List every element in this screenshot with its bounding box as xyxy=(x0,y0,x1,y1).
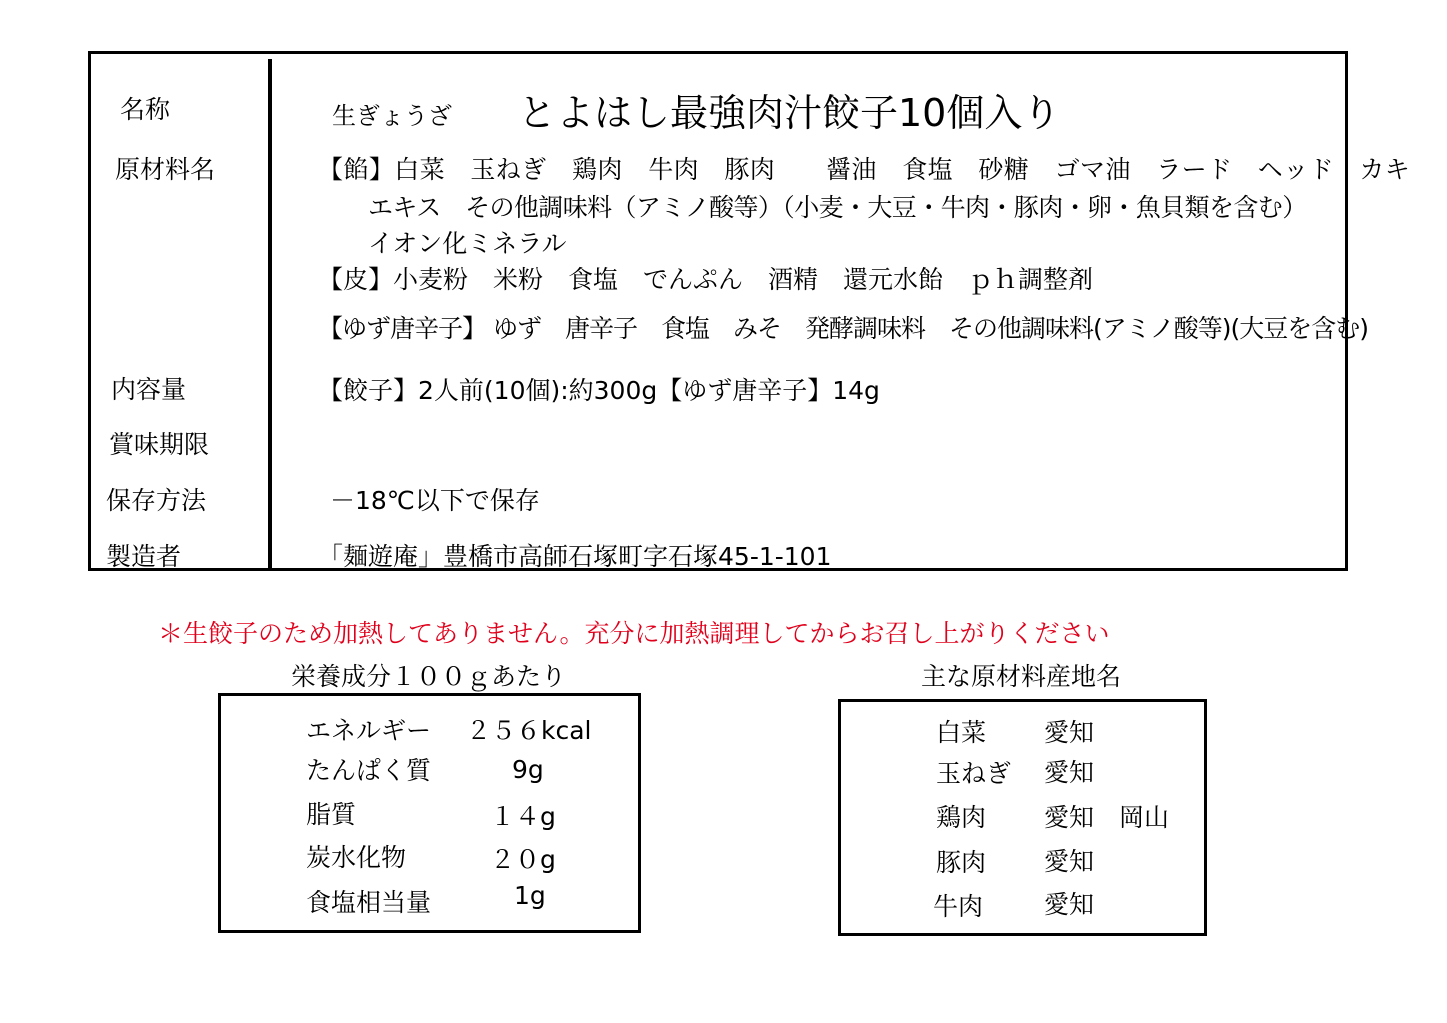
nutrition-row-value: ２０g xyxy=(490,845,556,874)
maker-value: 「麺遊庵」豊橋市高師石塚町字石塚45-1-101 xyxy=(318,542,832,571)
origin-row-name: 白菜 xyxy=(936,718,987,747)
ingredients-filling-line-3: イオン化ミネラル xyxy=(368,229,567,258)
ingredients-yuzu-line: 【ゆず唐辛子】 ゆず 唐辛子 食塩 みそ 発酵調味料 その他調味料(アミノ酸等)(大豆を含む) xyxy=(318,314,1368,343)
origin-row-name: 牛肉 xyxy=(933,892,984,921)
ingredients-filling-line-2: エキス その他調味料（アミノ酸等）（小麦・大豆・牛肉・豚肉・卵・魚貝類を含む） xyxy=(368,193,1307,222)
origin-title: 主な原材料産地名 xyxy=(921,662,1122,691)
nutrition-row-name: 脂質 xyxy=(306,800,357,829)
nutrition-row-value: 1g xyxy=(514,881,546,910)
name-label: 名称 xyxy=(120,95,171,124)
origin-row-value: 愛知 xyxy=(1044,847,1095,876)
ingredients-skin-line: 【皮】小麦粉 米粉 食塩 でんぷん 酒精 還元水飴 ｐｈ調整剤 xyxy=(318,265,1094,294)
origin-row-name: 豚肉 xyxy=(936,848,987,877)
nutrition-row-value: 9g xyxy=(512,755,544,784)
ingredients-filling-line-1: 【餡】白菜 玉ねぎ 鶏肉 牛肉 豚肉 醤油 食塩 砂糖 ゴマ油 ラード ヘッド カキ xyxy=(318,155,1411,184)
nutrition-row-name: エネルギー xyxy=(306,716,432,745)
nutrition-row-name: 食塩相当量 xyxy=(306,888,432,917)
cooking-warning: ＊生餃子のため加熱してありません。充分に加熱調理してからお召し上がりください xyxy=(158,619,1110,648)
origin-row-value: 愛知 xyxy=(1044,890,1095,919)
origin-row-value: 愛知 xyxy=(1044,718,1095,747)
maker-label: 製造者 xyxy=(106,542,182,571)
nutrition-title: 栄養成分１００ｇあたり xyxy=(291,662,567,691)
product-type: 生ぎょうざ xyxy=(332,102,452,130)
expiry-label: 賞味期限 xyxy=(109,430,210,459)
origin-row-value: 愛知 岡山 xyxy=(1044,803,1170,832)
nutrition-row-value: ２５６kcal xyxy=(466,716,592,745)
label-column-divider xyxy=(268,59,272,571)
content-value: 【餃子】2人前(10個):約300g【ゆず唐辛子】14g xyxy=(318,376,880,405)
origin-row-name: 玉ねぎ xyxy=(936,759,1012,788)
product-name: とよはし最強肉汁餃子10個入り xyxy=(518,91,1061,135)
storage-value: －18℃以下で保存 xyxy=(330,486,540,515)
content-label: 内容量 xyxy=(111,375,187,404)
nutrition-row-value: １４g xyxy=(490,802,556,831)
nutrition-row-name: 炭水化物 xyxy=(306,843,407,872)
ingredients-label: 原材料名 xyxy=(115,155,216,184)
origin-row-name: 鶏肉 xyxy=(936,803,987,832)
storage-label: 保存方法 xyxy=(106,486,207,515)
nutrition-row-name: たんぱく質 xyxy=(306,756,432,785)
origin-row-value: 愛知 xyxy=(1044,758,1095,787)
